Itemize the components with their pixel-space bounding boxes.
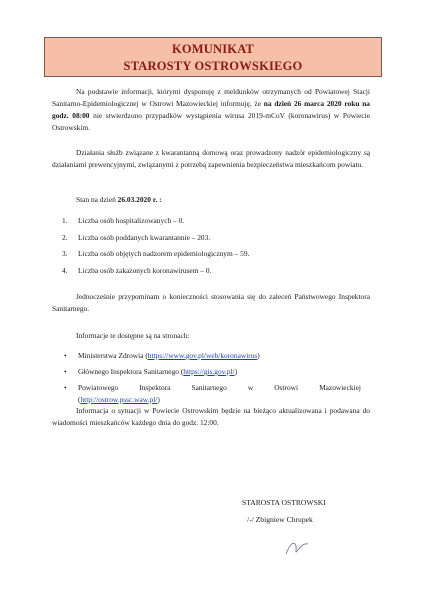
list-item <box>64 382 361 406</box>
list-number: 1. <box>62 216 68 225</box>
statistics-list <box>62 215 249 281</box>
signature-title: STAROSTA OSTROWSKI <box>242 498 326 507</box>
list-item <box>62 248 249 265</box>
handwritten-signature-icon <box>282 538 312 558</box>
list-item <box>64 366 361 382</box>
source-word: Ostrowi <box>274 383 299 392</box>
list-item <box>62 232 249 249</box>
reminder-paragraph: Jednocześnie przypominam o konieczności stosowania się do zaleceń Państwowego Inspektora Sanitarnego. <box>52 292 370 313</box>
list-item <box>62 265 249 282</box>
source-link-ministry[interactable]: https://www.gov.pl/web/koronawirus <box>147 351 258 360</box>
source-word: w <box>247 383 254 392</box>
list-item <box>62 215 249 232</box>
info-intro: Informacje te dostępne są na stronach: <box>76 331 190 340</box>
signature-name: /-/ Zbigniew Chrupek <box>247 515 313 524</box>
status-label: Stan na dzień <box>76 195 118 204</box>
status-date: 26.03.2020 r. : <box>117 195 162 204</box>
source-tail: ) <box>257 351 260 360</box>
source-word: Sanitarnego <box>191 383 227 392</box>
bullet-icon: • <box>64 383 67 392</box>
list-number: 2. <box>62 232 68 242</box>
source-word: Mazowieckiej <box>319 383 361 392</box>
bullet-icon: • <box>64 367 67 376</box>
source-tail: ) <box>157 395 160 404</box>
bullet-icon: • <box>64 351 67 360</box>
source-tail: ) <box>234 367 238 376</box>
source-word: Powiatowego <box>78 383 119 392</box>
source-justified-line <box>78 382 361 394</box>
list-number: 3. <box>62 249 68 258</box>
list-text: Liczba osób hospitalizowanych – 0. <box>78 216 185 225</box>
header-title: KOMUNIKAT <box>171 42 255 56</box>
source-link-gis[interactable]: https://gis.gov.pl/ <box>183 367 235 376</box>
header-subtitle: STAROSTY OSTROWSKIEGO <box>123 59 303 73</box>
closing-paragraph: Informacja o sytuacji w Powiecie Ostrowskim będzie na bieżąco aktualizowana i podawana do wiadomości mieszkańców każdego dnia do godz. 12:00. <box>52 406 370 427</box>
list-text: Liczba osób zakażonych koronawirusem – 0. <box>78 265 212 275</box>
list-text: Liczba osób objętych nadzorem epidemiologicznym – 59. <box>78 249 250 258</box>
actions-paragraph: Działania służb związane z kwarantanną domową oraz prowadzony nadzór epidemiologiczny są działaniami prewencyjnymi, związanymi z potrzebą zapewnienia bezpieczeństwa mieszkańcom powiatu. <box>52 148 370 169</box>
sources-list <box>64 350 361 406</box>
status-line <box>76 194 162 206</box>
intro-paragraph <box>52 86 370 134</box>
intro-text-2: nie stwierdzono przypadków wystąpienia wirusa 2019-mCoV (koronawirus) w Powiecie Ostrowskim. <box>52 111 370 132</box>
source-text: Głównego Inspektora Sanitarnego ( <box>78 367 184 376</box>
source-text: ( <box>78 395 81 404</box>
source-word: Inspektora <box>139 383 171 392</box>
announcement-header <box>44 37 382 77</box>
intro-text-1: Na podstawie informacji, którymi dysponuję z meldunków otrzymanych od Powiatowej Stacji Sanitarno-Epidemiologicznej w Ostrowi Mazowieckiej informuję, że <box>52 87 370 108</box>
intro-date-bold: na dzień 26 marca 2020 roku na godz. 08:00 <box>52 99 370 120</box>
source-text: Ministerstwa Zdrowia ( <box>78 351 148 360</box>
list-text: Liczba osób poddanych kwarantannie – 203. <box>78 232 211 242</box>
list-number: 4. <box>62 265 68 275</box>
list-item <box>64 350 361 366</box>
source-link-pssc[interactable]: http://ostrow.pssc.waw.pl/ <box>80 395 158 404</box>
